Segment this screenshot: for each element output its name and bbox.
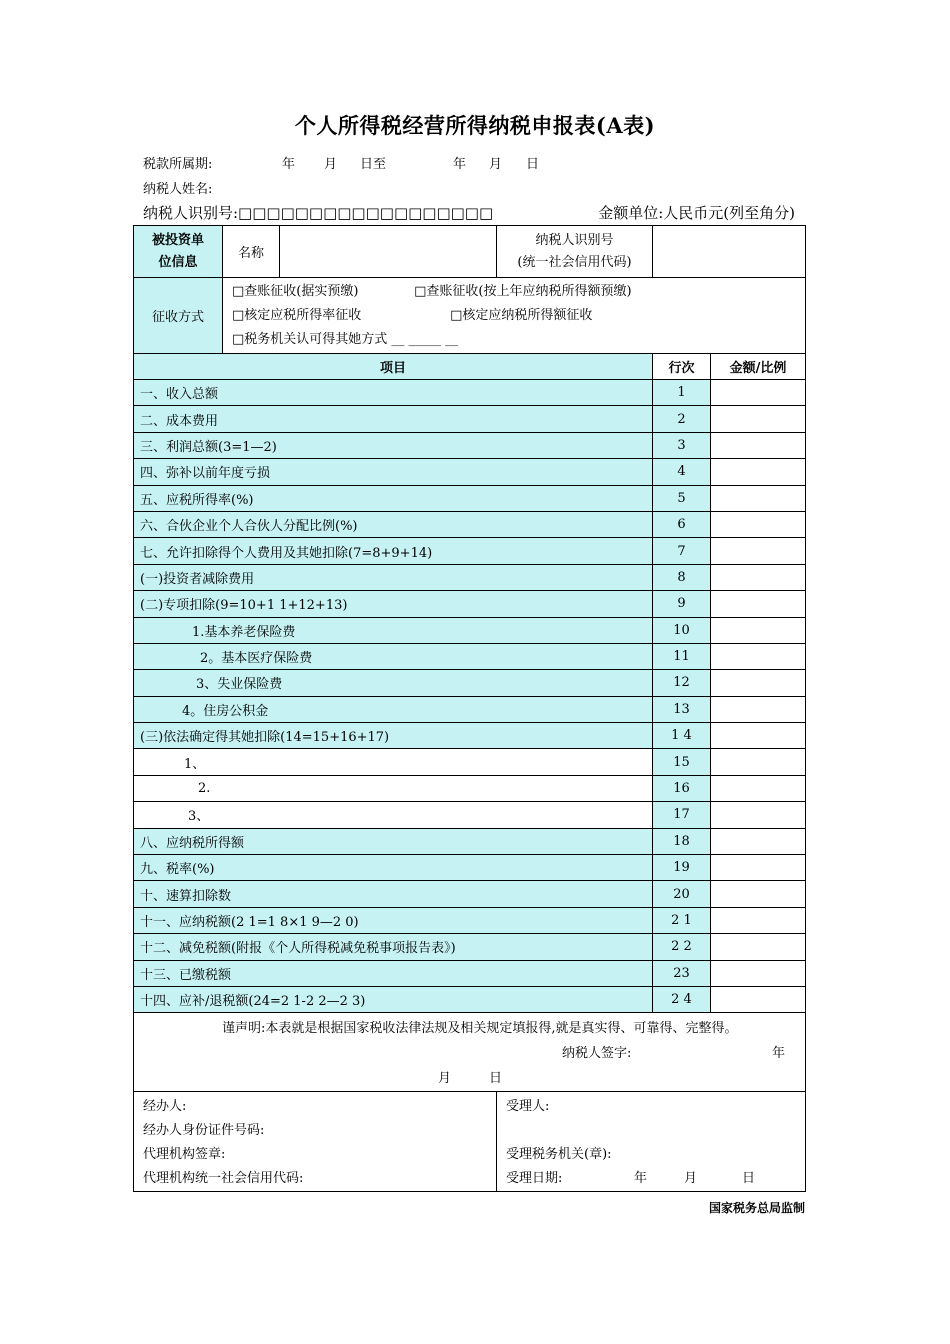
investee-row	[134, 226, 806, 278]
row-item: (三)依法确定得其她扣除(14=15+16+17)	[134, 723, 653, 749]
investee-tin-label-line1: 纳税人识别号	[535, 232, 614, 248]
row-line-no: 5	[653, 485, 711, 511]
table-row	[134, 907, 806, 933]
receiver-label: 受理人:	[506, 1099, 550, 1115]
signature-label: 纳税人签字:	[562, 1046, 632, 1062]
form-title: 个人所得税经营所得纳税申报表(A表)	[294, 113, 656, 138]
header-item: 项目	[134, 354, 653, 380]
row-line-no: 23	[653, 960, 711, 986]
row-amount[interactable]	[711, 485, 806, 511]
row-amount[interactable]	[711, 564, 806, 590]
collection-method-options	[223, 278, 806, 354]
row-line-no: 2 4	[653, 986, 711, 1012]
table-row	[134, 775, 806, 801]
table-row	[134, 511, 806, 537]
table-row	[134, 934, 806, 960]
row-amount[interactable]	[711, 749, 806, 775]
table-row	[134, 881, 806, 907]
agent-label: 经办人:	[143, 1099, 187, 1115]
row-item: 九、税率(%)	[134, 855, 653, 881]
option-audit-actual[interactable]: □查账征收(据实预缴)	[232, 283, 359, 299]
table-row	[134, 670, 806, 696]
row-line-no: 11	[653, 643, 711, 669]
row-amount[interactable]	[711, 881, 806, 907]
row-amount[interactable]	[711, 591, 806, 617]
declaration-row	[134, 1013, 806, 1092]
row-line-no: 2 1	[653, 907, 711, 933]
row-amount[interactable]	[711, 617, 806, 643]
row-item: 3、失业保险费	[134, 670, 653, 696]
row-item: 三、利润总额(3=1—2)	[134, 432, 653, 458]
row-line-no: 8	[653, 564, 711, 590]
collection-method-label: 征收方式	[134, 278, 223, 354]
row-item: 六、合伙企业个人合伙人分配比例(%)	[134, 511, 653, 537]
row-amount[interactable]	[711, 380, 806, 406]
processing-row	[134, 1092, 806, 1192]
row-item: 2。基本医疗保险费	[134, 643, 653, 669]
row-line-no: 9	[653, 591, 711, 617]
table-row	[134, 406, 806, 432]
investee-tin-label-line2: (统一社会信用代码)	[517, 254, 632, 270]
option-other-method[interactable]: □税务机关认可得其她方式 __ _____ __	[232, 331, 459, 347]
investee-section-label	[134, 226, 223, 278]
table-row	[134, 960, 806, 986]
row-line-no: 3	[653, 432, 711, 458]
row-amount[interactable]	[711, 643, 806, 669]
investee-name-field[interactable]	[280, 226, 497, 278]
supervised-by-note: 国家税务总局监制	[708, 1201, 805, 1215]
agent-block	[134, 1092, 497, 1192]
row-amount[interactable]	[711, 723, 806, 749]
receive-date-label: 受理日期:	[506, 1171, 563, 1187]
collection-method-row	[134, 278, 806, 354]
row-item: (二)专项扣除(9=10+1 1+12+13)	[134, 591, 653, 617]
row-amount[interactable]	[711, 696, 806, 722]
option-assessed-rate[interactable]: □核定应税所得率征收	[232, 307, 362, 323]
row-amount[interactable]	[711, 828, 806, 854]
investee-tin-field[interactable]	[653, 226, 806, 278]
table-row	[134, 802, 806, 828]
row-item: 十二、减免税额(附报《个人所得税减免税事项报告表》)	[134, 934, 653, 960]
investee-name-label: 名称	[223, 226, 280, 278]
period-from-day: 日至	[360, 157, 387, 172]
row-line-no: 12	[653, 670, 711, 696]
row-line-no: 4	[653, 459, 711, 485]
declaration-month: 月	[438, 1071, 452, 1087]
table-row	[134, 643, 806, 669]
row-line-no: 2	[653, 406, 711, 432]
period-to-day: 日	[526, 157, 540, 172]
row-line-no: 18	[653, 828, 711, 854]
row-item: 1.基本养老保险费	[134, 617, 653, 643]
row-item: 四、弥补以前年度亏损	[134, 459, 653, 485]
option-assessed-amount[interactable]: □核定应纳税所得额征收	[450, 307, 593, 323]
row-amount[interactable]	[711, 907, 806, 933]
row-amount[interactable]	[711, 511, 806, 537]
declaration-day: 日	[489, 1071, 503, 1087]
row-line-no: 15	[653, 749, 711, 775]
receiver-block	[497, 1092, 806, 1192]
taxpayer-name-label: 纳税人姓名:	[143, 182, 213, 197]
row-amount[interactable]	[711, 775, 806, 801]
table-row	[134, 749, 806, 775]
period-to-year: 年	[453, 157, 467, 172]
row-item[interactable]: 2.	[134, 775, 653, 801]
header-line-no: 行次	[653, 354, 711, 380]
currency-unit-note: 金额单位:人民币元(列至角分)	[598, 204, 795, 222]
period-to-month: 月	[489, 157, 503, 172]
row-line-no: 16	[653, 775, 711, 801]
table-row	[134, 459, 806, 485]
row-amount[interactable]	[711, 406, 806, 432]
table-row	[134, 380, 806, 406]
table-row	[134, 564, 806, 590]
row-line-no: 6	[653, 511, 711, 537]
row-amount[interactable]	[711, 855, 806, 881]
declaration-cell	[134, 1013, 806, 1092]
row-line-no: 17	[653, 802, 711, 828]
row-amount[interactable]	[711, 432, 806, 458]
table-row	[134, 696, 806, 722]
investee-label-line2: 位信息	[158, 254, 198, 270]
receiving-office-label: 受理税务机关(章):	[506, 1147, 612, 1163]
agent-id-label: 经办人身份证件号码:	[143, 1123, 265, 1139]
row-amount[interactable]	[711, 802, 806, 828]
row-amount[interactable]	[711, 934, 806, 960]
table-row	[134, 591, 806, 617]
row-line-no: 19	[653, 855, 711, 881]
table-row	[134, 723, 806, 749]
row-line-no: 2 2	[653, 934, 711, 960]
row-amount[interactable]	[711, 670, 806, 696]
period-label: 税款所属期:	[143, 157, 213, 172]
row-amount[interactable]	[711, 459, 806, 485]
row-item[interactable]: 1、	[134, 749, 653, 775]
period-from-month: 月	[324, 157, 338, 172]
option-audit-prior-year[interactable]: □查账征收(按上年应纳税所得额预缴)	[414, 283, 632, 299]
row-item: 十、速算扣除数	[134, 881, 653, 907]
row-line-no: 1	[653, 380, 711, 406]
table-row	[134, 617, 806, 643]
row-item: 十一、应纳税额(2 1=1 8×1 9—2 0)	[134, 907, 653, 933]
header-amount: 金额/比例	[711, 354, 806, 380]
row-item: 一、收入总额	[134, 380, 653, 406]
investee-label-line1: 被投资单	[151, 232, 204, 248]
table-row	[134, 986, 806, 1012]
tax-return-table	[133, 225, 806, 1192]
declaration-year: 年	[772, 1046, 786, 1062]
receive-year: 年	[634, 1171, 648, 1187]
receive-month: 月	[684, 1171, 698, 1187]
row-line-no: 20	[653, 881, 711, 907]
table-row	[134, 432, 806, 458]
row-item: 二、成本费用	[134, 406, 653, 432]
row-item: 4。住房公积金	[134, 696, 653, 722]
table-header-row	[134, 354, 806, 380]
declaration-statement: 谨声明:本表就是根据国家税收法律法规及相关规定填报得,就是真实得、可靠得、完整得。	[222, 1021, 738, 1037]
taxpayer-id-label: 纳税人识别号:□□□□□□□□□□□□□□□□□□	[143, 204, 494, 222]
table-row	[134, 855, 806, 881]
row-line-no: 13	[653, 696, 711, 722]
row-item: 十三、已缴税额	[134, 960, 653, 986]
row-amount[interactable]	[711, 538, 806, 564]
agency-code-label: 代理机构统一社会信用代码:	[143, 1171, 304, 1187]
row-item: (一)投资者减除费用	[134, 564, 653, 590]
row-line-no: 7	[653, 538, 711, 564]
row-amount[interactable]	[711, 986, 806, 1012]
table-row	[134, 828, 806, 854]
period-from-year: 年	[282, 157, 296, 172]
row-item[interactable]: 3、	[134, 802, 653, 828]
row-line-no: 1 4	[653, 723, 711, 749]
row-item: 五、应税所得率(%)	[134, 485, 653, 511]
row-amount[interactable]	[711, 960, 806, 986]
receive-day: 日	[742, 1171, 756, 1187]
table-row	[134, 485, 806, 511]
agency-seal-label: 代理机构签章:	[143, 1147, 226, 1163]
row-item: 七、允许扣除得个人费用及其她扣除(7=8+9+14)	[134, 538, 653, 564]
row-item: 八、应纳税所得额	[134, 828, 653, 854]
row-item: 十四、应补/退税额(24=2 1-2 2—2 3)	[134, 986, 653, 1012]
investee-tin-label	[497, 226, 653, 278]
row-line-no: 10	[653, 617, 711, 643]
table-row	[134, 538, 806, 564]
